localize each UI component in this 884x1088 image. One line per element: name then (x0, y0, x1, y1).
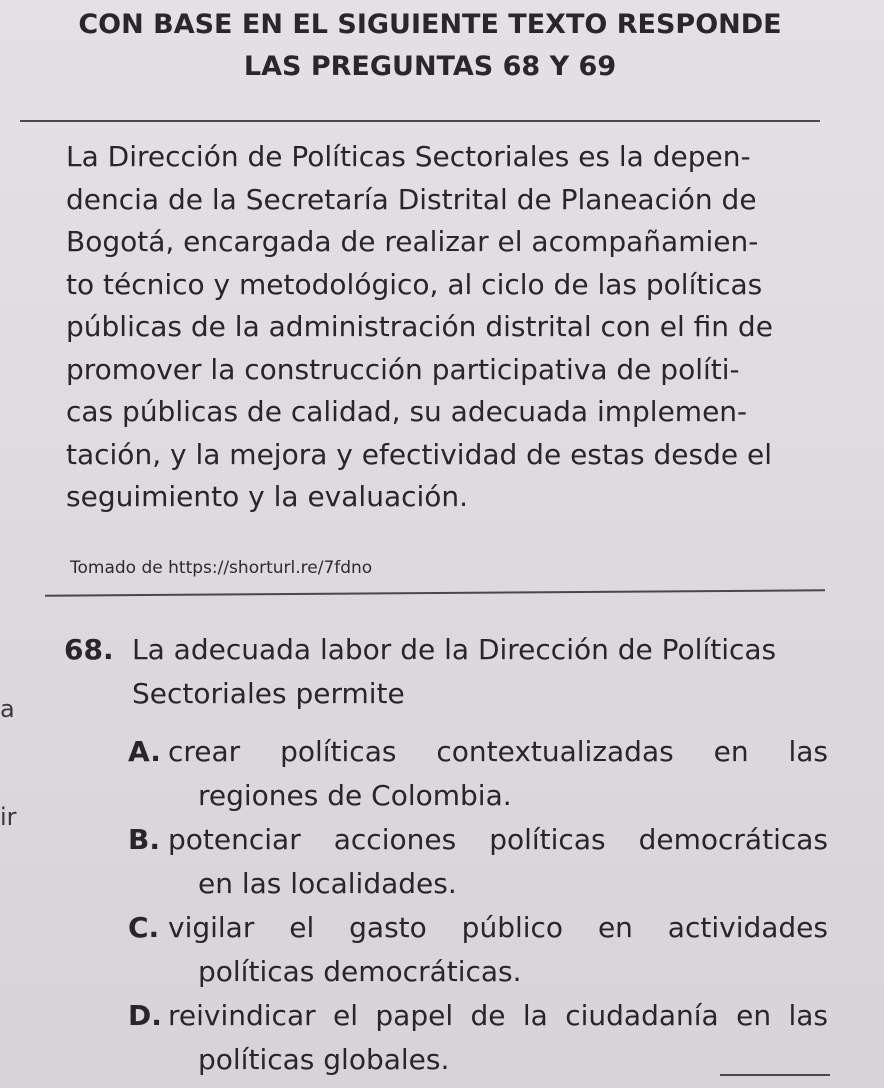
question-68 (64, 628, 824, 716)
option-text-line-1: vigilar el gasto público en actividades (168, 911, 828, 944)
option-letter: B. (128, 823, 160, 856)
reading-passage (66, 136, 826, 519)
heading-line-1: CON BASE EN EL SIGUIENTE TEXTO RESPONDE (78, 9, 782, 40)
passage-line: seguimiento y la evaluación. (66, 480, 469, 513)
section-heading (30, 4, 830, 88)
answer-options (128, 730, 828, 1082)
option-text-line-2: regiones de Colombia. (198, 779, 512, 812)
passage-line: La Dirección de Políticas Sectoriales es la depen- (66, 140, 751, 173)
bottom-divider (720, 1074, 830, 1076)
edge-mark: a (0, 695, 15, 723)
passage-line: promover la construcción participativa de políti- (66, 352, 740, 386)
option-letter: D. (128, 999, 162, 1032)
option-text-line-1: potenciar acciones políticas democráticas (168, 823, 828, 856)
source-citation: Tomado de https://shorturl.re/7fdno (70, 558, 373, 578)
option-a[interactable] (128, 730, 828, 818)
option-d[interactable] (128, 994, 828, 1082)
passage-line: dencia de la Secretaría Distrital de Planeación de (66, 182, 757, 216)
passage-line: to técnico y metodológico, al ciclo de las políticas (66, 267, 763, 301)
option-text-line-2: en las localidades. (198, 867, 457, 900)
option-b[interactable] (128, 818, 828, 906)
passage-line: Bogotá, encargada de realizar el acompañamien- (66, 225, 759, 258)
edge-mark: ir (0, 803, 17, 831)
option-text-line-1: crear políticas contextualizadas en las (168, 735, 828, 768)
top-divider (20, 120, 820, 122)
passage-line: públicas de la administración distrital con el fin de (66, 310, 773, 343)
option-letter: A. (128, 735, 161, 768)
option-text-line-2: políticas democráticas. (198, 955, 522, 988)
passage-line: cas públicas de calidad, su adecuada implemen- (66, 395, 748, 428)
heading-line-2: LAS PREGUNTAS 68 Y 69 (243, 51, 617, 82)
option-text-line-1: reivindicar el papel de la ciudadanía en las (168, 999, 828, 1032)
option-letter: C. (128, 911, 160, 944)
question-number: 68. (64, 633, 114, 666)
option-c[interactable] (128, 906, 828, 994)
question-stem-line-1: La adecuada labor de la Dirección de Políticas (132, 633, 777, 666)
question-stem-line-2: Sectoriales permite (132, 677, 405, 710)
passage-line: tación, y la mejora y efectividad de estas desde el (66, 437, 773, 471)
option-text-line-2: políticas globales. (198, 1043, 450, 1076)
middle-divider (45, 589, 825, 596)
